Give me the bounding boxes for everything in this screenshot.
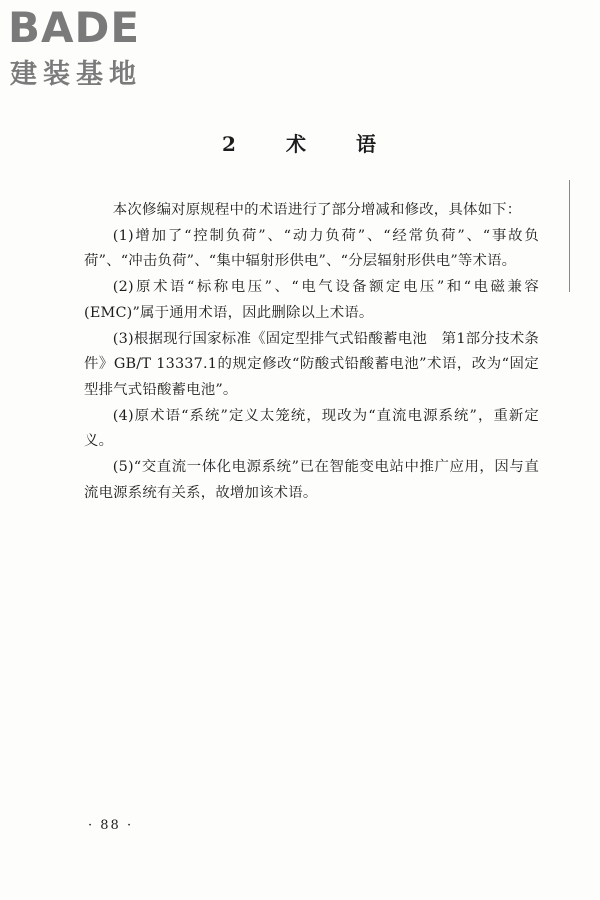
- section-heading: [0, 128, 600, 157]
- paragraph-item-1: (1)增加了“控制负荷”、“动力负荷”、“经常负荷”、“事故负荷”、“冲击负荷”、“集中辐射形供电”、“分层辐射形供电”等术语。: [84, 227, 539, 270]
- section-number: 2: [222, 132, 238, 156]
- logo-wordmark: BADE: [8, 3, 141, 52]
- page-number: · 88 ·: [88, 818, 134, 833]
- logo-subtitle: 建装基地: [10, 59, 142, 90]
- margin-line: [569, 180, 570, 292]
- paragraph-intro: 本次修编对原规程中的术语进行了部分增减和修改，具体如下：: [112, 202, 522, 218]
- heading-char-1: 术: [285, 132, 308, 156]
- paragraph-item-4: (4)原术语“系统”定义太笼统，现改为“直流电源系统”，重新定义。: [84, 407, 539, 450]
- paragraph-item-2: (2)原术语“标称电压”、“电气设备额定电压”和“电磁兼容(EMC)”属于通用术语，因此删除以上术语。: [84, 279, 539, 321]
- heading-char-2: 语: [355, 132, 378, 156]
- bade-logo: [4, 4, 176, 96]
- body-text: [84, 198, 539, 506]
- paragraph-item-5: (5)“交直流一体化电源系统”已在智能变电站中推广应用，因与直流电源系统有关系，故增加该术语。: [84, 459, 539, 501]
- paragraph-item-3: (3)根据现行国家标准《固定型排气式铅酸蓄电池 第1部分技术条件》GB/T 13337.1的规定修改“防酸式铅酸蓄电池”术语，改为“固定型排气式铅酸蓄电池”。: [84, 330, 539, 398]
